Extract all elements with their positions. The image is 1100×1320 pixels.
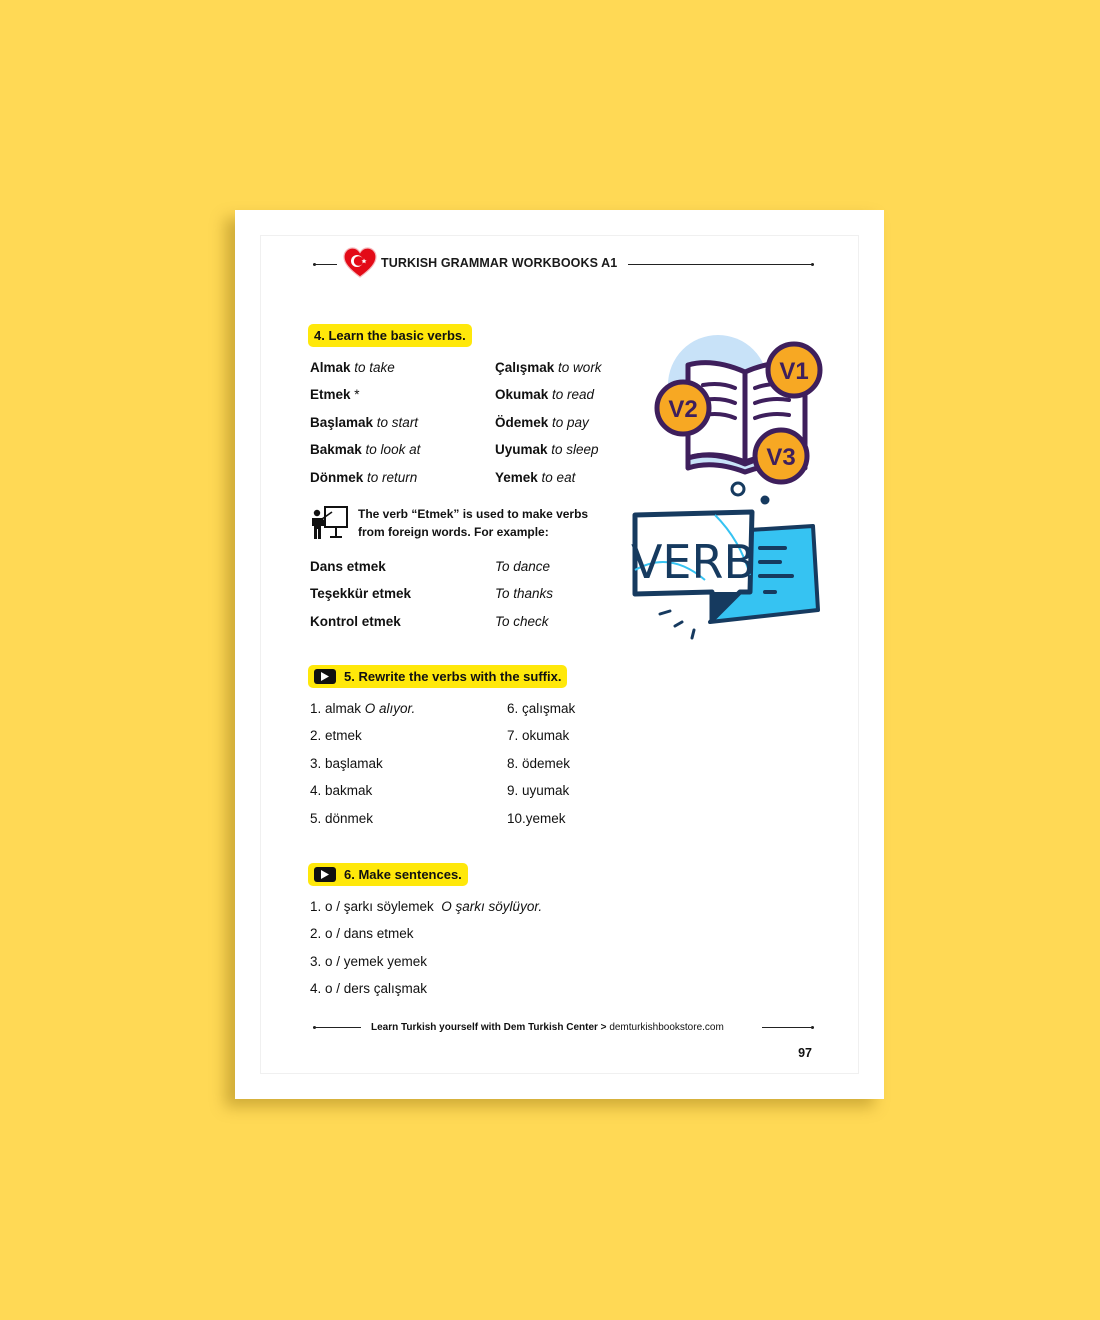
header-line-right — [628, 264, 814, 265]
teacher-board-icon — [310, 505, 350, 541]
verb-meaning: * — [350, 387, 360, 402]
verb-meaning: to start — [373, 415, 419, 430]
verb-item — [495, 387, 594, 402]
verb-word: Uyumak — [495, 442, 548, 457]
exercise-item — [310, 701, 415, 716]
v1-label: V1 — [779, 358, 809, 385]
page-header — [313, 250, 813, 280]
section-5-title: 5. Rewrite the verbs with the suffix. — [344, 669, 562, 684]
verb-meaning: to take — [350, 360, 395, 375]
verb-word: Almak — [310, 360, 351, 375]
page-number: 97 — [798, 1046, 812, 1060]
verb-item — [310, 442, 420, 457]
sentence-item: 3. o / yemek yemek — [310, 954, 428, 969]
verb-meaning: to look at — [361, 442, 421, 457]
book-verbs-illustration — [653, 330, 833, 495]
turkish-flag-heart-icon — [343, 247, 377, 279]
verb-meaning: to read — [548, 387, 595, 402]
verb-meaning: to sleep — [547, 442, 599, 457]
exercise-item: 9. uyumak — [507, 783, 570, 798]
v3-label: V3 — [766, 444, 796, 471]
verb-speech-illustration — [630, 480, 825, 645]
exercise-item: 7. okumak — [507, 728, 570, 743]
footer-line-right — [762, 1027, 814, 1028]
verb-meaning: to work — [554, 360, 602, 375]
verb-word: Ödemek — [495, 415, 549, 430]
footer-tagline: Learn Turkish yourself with Dem Turkish Center — [371, 1022, 598, 1033]
workbook-title: TURKISH GRAMMAR WORKBOOKS A1 — [381, 256, 618, 270]
sentence-answer: O şarkı söylüyor. — [441, 899, 543, 914]
verb-word: Çalışmak — [495, 360, 555, 375]
play-icon[interactable] — [314, 669, 336, 684]
section-4-title: 4. Learn the basic verbs. — [314, 328, 466, 343]
note-text: The verb “Etmek” is used to make verbs from foreign words. For example: — [358, 507, 589, 539]
etmek-note — [310, 505, 630, 541]
page-footer — [313, 1020, 813, 1040]
exercise-item: 10.yemek — [507, 811, 566, 826]
verb-item — [495, 415, 589, 430]
play-icon[interactable] — [314, 867, 336, 882]
verb-word: Yemek — [495, 470, 538, 485]
section-5-heading — [308, 665, 567, 688]
verb-item — [310, 387, 360, 402]
section-4-heading — [308, 324, 472, 347]
exercise-item: 2. etmek — [310, 728, 362, 743]
example-english: To thanks — [495, 586, 554, 601]
sentence-item: 4. o / ders çalışmak — [310, 981, 428, 996]
verb-label: VERB — [630, 535, 756, 589]
verb-word: Dönmek — [310, 470, 364, 485]
header-line-left — [313, 264, 337, 265]
verb-word: Başlamak — [310, 415, 374, 430]
footer-line-left — [313, 1027, 361, 1028]
verb-word: Okumak — [495, 387, 549, 402]
verb-item — [310, 415, 418, 430]
exercise-answer: O alıyor. — [364, 701, 416, 716]
exercise-verb: 1. almak — [310, 701, 365, 716]
workbook-page — [235, 210, 884, 1099]
verb-meaning: to pay — [548, 415, 589, 430]
footer-separator: > — [597, 1022, 610, 1033]
verb-meaning: to return — [363, 470, 418, 485]
sentence-prompt: 1. o / şarkı söylemek — [310, 899, 442, 914]
example-turkish: Kontrol etmek — [310, 614, 401, 629]
sentence-item — [310, 899, 542, 914]
exercise-item: 5. dönmek — [310, 811, 374, 826]
section-6-heading — [308, 863, 468, 886]
verb-item — [495, 360, 602, 375]
verb-meaning: to eat — [537, 470, 576, 485]
footer-website-link[interactable]: demturkishbookstore.com — [609, 1022, 724, 1033]
sentence-item: 2. o / dans etmek — [310, 926, 414, 941]
footer-text — [371, 1022, 724, 1033]
example-english: To check — [495, 614, 549, 629]
exercise-item: 6. çalışmak — [507, 701, 576, 716]
verb-item — [495, 470, 575, 485]
verb-item — [310, 360, 395, 375]
verb-item — [495, 442, 599, 457]
verb-word: Etmek — [310, 387, 351, 402]
section-6-title: 6. Make sentences. — [344, 867, 462, 882]
verb-item — [310, 470, 417, 485]
example-english: To dance — [495, 559, 551, 574]
exercise-item: 8. ödemek — [507, 756, 571, 771]
v2-label: V2 — [668, 396, 698, 423]
verb-word: Bakmak — [310, 442, 362, 457]
exercise-item: 4. bakmak — [310, 783, 373, 798]
exercise-item: 3. başlamak — [310, 756, 383, 771]
example-turkish: Teşekkür etmek — [310, 586, 412, 601]
example-turkish: Dans etmek — [310, 559, 386, 574]
